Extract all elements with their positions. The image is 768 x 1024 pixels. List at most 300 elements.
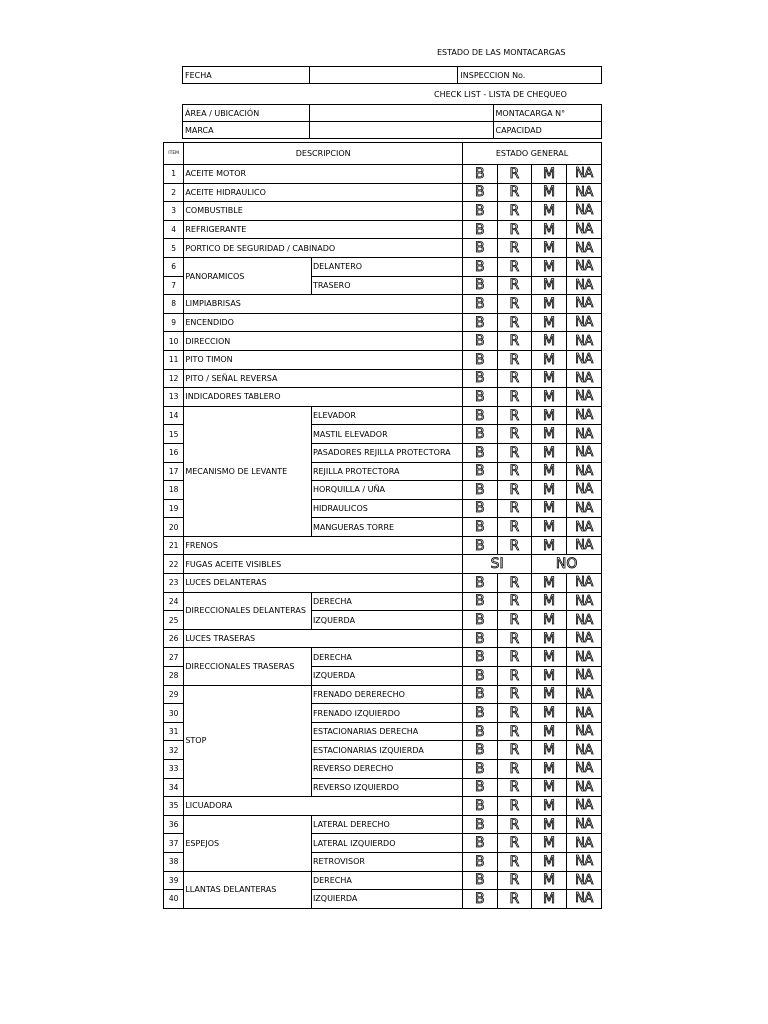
grade-b-cell[interactable] (463, 815, 498, 834)
item-number: 18 (164, 481, 184, 500)
grade-r-cell[interactable] (497, 871, 532, 890)
grade-r-cell[interactable] (497, 332, 532, 351)
grade-r: R (509, 184, 520, 201)
item-number: 3 (164, 202, 184, 221)
grade-na-cell[interactable] (566, 852, 601, 871)
item-subdescription: HORQUILLA / UÑA (311, 481, 462, 500)
grade-r: R (509, 426, 520, 443)
grade-na: NA (575, 184, 593, 200)
grade-m-cell[interactable] (532, 369, 567, 388)
grade-r-cell[interactable] (497, 388, 532, 407)
grade-b-cell[interactable] (463, 443, 498, 462)
grade-na-cell[interactable] (566, 239, 601, 258)
page-title: ESTADO DE LAS MONTACARGAS (437, 48, 566, 57)
grade-b-cell[interactable] (463, 667, 498, 686)
grade-m: M (543, 574, 556, 591)
grade-m: M (543, 295, 556, 312)
marca-field[interactable] (310, 122, 493, 139)
grade-m-cell[interactable] (532, 871, 567, 890)
grade-r-cell[interactable] (497, 406, 532, 425)
grade-r: R (509, 742, 520, 759)
grade-b-cell[interactable] (463, 760, 498, 779)
grade-r-cell[interactable] (497, 165, 532, 184)
item-subdescription: FRENADO IZQUIERDO (311, 704, 462, 723)
grade-na: NA (575, 686, 593, 702)
item-number: 2 (164, 183, 184, 202)
grade-na: NA (575, 500, 593, 516)
grade-na-cell[interactable] (566, 778, 601, 797)
grade-na-cell[interactable] (566, 890, 601, 909)
grade-na-cell[interactable] (566, 220, 601, 239)
grade-r-cell[interactable] (497, 611, 532, 630)
grade-m: M (543, 500, 556, 517)
fecha-field[interactable] (310, 67, 458, 84)
grade-na-cell[interactable] (566, 574, 601, 593)
grade-r: R (509, 797, 520, 814)
item-number: 25 (164, 611, 184, 630)
item-subdescription: REVERSO DERECHO (311, 760, 462, 779)
grade-r: R (509, 202, 520, 219)
grade-r-cell[interactable] (497, 202, 532, 221)
area-label: ÁREA / UBICACIÓN (183, 105, 310, 122)
grade-m-cell[interactable] (532, 667, 567, 686)
grade-m: M (543, 184, 556, 201)
grade-r: R (509, 593, 520, 610)
grade-b: B (475, 519, 485, 536)
grade-r-cell[interactable] (497, 499, 532, 518)
item-number: 12 (164, 369, 184, 388)
grade-m-cell[interactable] (532, 778, 567, 797)
item-subdescription: MANGUERAS TORRE (311, 518, 462, 537)
item-number: 13 (164, 388, 184, 407)
grade-m: M (543, 351, 556, 368)
grade-na: NA (575, 315, 593, 331)
item-number: 4 (164, 220, 184, 239)
area-field[interactable] (310, 105, 493, 122)
grade-b: B (475, 872, 485, 889)
grade-m-cell[interactable] (532, 425, 567, 444)
grade-b-cell[interactable] (463, 425, 498, 444)
grade-b-cell[interactable] (463, 834, 498, 853)
inspeccion-label: INSPECCION No. (458, 67, 602, 84)
grade-r: R (509, 258, 520, 275)
grade-m-cell[interactable] (532, 481, 567, 500)
grade-na-cell[interactable] (566, 667, 601, 686)
grade-m: M (543, 407, 556, 424)
grade-m-cell[interactable] (532, 202, 567, 221)
grade-r-cell[interactable] (497, 518, 532, 537)
table-row (164, 574, 602, 593)
grade-na-cell[interactable] (566, 815, 601, 834)
item-subdescription: ESTACIONARIAS IZQUIERDA (311, 741, 462, 760)
item-description: PITO / SEÑAL REVERSA (184, 369, 463, 388)
grade-m-cell[interactable] (532, 815, 567, 834)
grade-na-cell[interactable] (566, 685, 601, 704)
grade-b: B (475, 593, 485, 610)
grade-r-cell[interactable] (497, 239, 532, 258)
grade-m: M (543, 649, 556, 666)
table-row (164, 388, 602, 407)
item-number: 1 (164, 165, 184, 184)
grade-b-cell[interactable] (463, 183, 498, 202)
grade-na-cell[interactable] (566, 350, 601, 369)
item-subdescription: DERECHA (311, 648, 462, 667)
item-number: 5 (164, 239, 184, 258)
grade-r-cell[interactable] (497, 722, 532, 741)
grade-b-cell[interactable] (463, 350, 498, 369)
grade-r: R (509, 872, 520, 889)
grade-m-cell[interactable] (532, 406, 567, 425)
grade-b-cell[interactable] (463, 220, 498, 239)
grade-m-cell[interactable] (532, 890, 567, 909)
grade-m: M (543, 742, 556, 759)
grade-na-cell[interactable] (566, 369, 601, 388)
grade-m-cell[interactable] (532, 834, 567, 853)
table-row (164, 406, 602, 425)
grade-b: B (475, 574, 485, 591)
grade-m: M (543, 872, 556, 889)
grade-r-cell[interactable] (497, 313, 532, 332)
grade-r-cell[interactable] (497, 648, 532, 667)
grade-r-cell[interactable] (497, 536, 532, 555)
table-row (164, 183, 602, 202)
grade-r-cell[interactable] (497, 741, 532, 760)
item-subdescription: HIDRAULICOS (311, 499, 462, 518)
item-description: ACEITE MOTOR (184, 165, 463, 184)
grade-na: NA (575, 426, 593, 442)
grade-r: R (509, 630, 520, 647)
item-number: 9 (164, 313, 184, 332)
grade-b-cell[interactable] (463, 592, 498, 611)
grade-m-cell[interactable] (532, 852, 567, 871)
grade-na-cell[interactable] (566, 871, 601, 890)
grade-b-cell[interactable] (463, 722, 498, 741)
grade-na: NA (575, 891, 593, 907)
item-number: 31 (164, 722, 184, 741)
grade-m-cell[interactable] (532, 592, 567, 611)
grade-b-cell[interactable] (463, 574, 498, 593)
grade-b-cell[interactable] (463, 871, 498, 890)
item-subdescription: TRASERO (311, 276, 462, 295)
grade-m-cell[interactable] (532, 276, 567, 295)
grade-b: B (475, 723, 485, 740)
grade-m-cell[interactable] (532, 462, 567, 481)
grade-m: M (543, 221, 556, 238)
grade-b: B (475, 258, 485, 275)
grade-b: B (475, 240, 485, 257)
item-description: REFRIGERANTE (184, 220, 463, 239)
grade-m: M (543, 165, 556, 182)
grade-na: NA (575, 352, 593, 368)
grade-na: NA (575, 649, 593, 665)
grade-na-cell[interactable] (566, 518, 601, 537)
grade-na-cell[interactable] (566, 443, 601, 462)
grade-r-cell[interactable] (497, 574, 532, 593)
table-row (164, 257, 602, 276)
grade-r-cell[interactable] (497, 815, 532, 834)
grade-m-cell[interactable] (532, 257, 567, 276)
grade-na-cell[interactable] (566, 592, 601, 611)
grade-b: B (475, 537, 485, 554)
grade-b-cell[interactable] (463, 518, 498, 537)
grade-r-cell[interactable] (497, 629, 532, 648)
grade-b-cell[interactable] (463, 704, 498, 723)
grade-b-cell[interactable] (463, 313, 498, 332)
fecha-label: FECHA (183, 67, 310, 84)
table-row (164, 555, 602, 574)
grade-b: B (475, 165, 485, 182)
grade-b: B (475, 853, 485, 870)
grade-na-cell[interactable] (566, 183, 601, 202)
item-description: ACEITE HIDRAULICO (184, 183, 463, 202)
grade-na-cell[interactable] (566, 629, 601, 648)
table-row (164, 332, 602, 351)
grade-na: NA (575, 668, 593, 684)
grade-na: NA (575, 779, 593, 795)
grade-r-cell[interactable] (497, 183, 532, 202)
grade-b: B (475, 779, 485, 796)
grade-r-cell[interactable] (497, 220, 532, 239)
grade-b: B (475, 463, 485, 480)
grade-na-cell[interactable] (566, 481, 601, 500)
grade-na: NA (575, 593, 593, 609)
grade-m-cell[interactable] (532, 760, 567, 779)
item-subdescription: DERECHA (311, 592, 462, 611)
table-row (164, 685, 602, 704)
grade-r: R (509, 333, 520, 350)
grade-m: M (543, 202, 556, 219)
grade-m-cell[interactable] (532, 518, 567, 537)
grade-b: B (475, 649, 485, 666)
item-number: 24 (164, 592, 184, 611)
grade-m: M (543, 314, 556, 331)
grade-b-cell[interactable] (463, 685, 498, 704)
grade-r: R (509, 407, 520, 424)
option-si: SI (490, 556, 504, 573)
grade-r: R (509, 444, 520, 461)
grade-r: R (509, 500, 520, 517)
grade-b-cell[interactable] (463, 778, 498, 797)
grade-b-cell[interactable] (463, 369, 498, 388)
item-number: 20 (164, 518, 184, 537)
grade-m-cell[interactable] (532, 313, 567, 332)
grade-m: M (543, 537, 556, 554)
grade-r-cell[interactable] (497, 890, 532, 909)
item-description: INDICADORES TABLERO (184, 388, 463, 407)
grade-b-cell[interactable] (463, 499, 498, 518)
grade-na-cell[interactable] (566, 741, 601, 760)
grade-m-cell[interactable] (532, 797, 567, 816)
grade-b-cell[interactable] (463, 165, 498, 184)
grade-r: R (509, 890, 520, 907)
item-description: LIMPIABRISAS (184, 295, 463, 314)
grade-na: NA (575, 724, 593, 740)
grade-na-cell[interactable] (566, 332, 601, 351)
grade-b-cell[interactable] (463, 388, 498, 407)
item-subdescription: FRENADO DERERECHO (311, 685, 462, 704)
grade-r: R (509, 277, 520, 294)
grade-m-cell[interactable] (532, 165, 567, 184)
item-subdescription: ESTACIONARIAS DERECHA (311, 722, 462, 741)
grade-na-cell[interactable] (566, 462, 601, 481)
grade-r-cell[interactable] (497, 425, 532, 444)
grade-m-cell[interactable] (532, 722, 567, 741)
grade-r-cell[interactable] (497, 685, 532, 704)
grade-m: M (543, 388, 556, 405)
grade-m-cell[interactable] (532, 611, 567, 630)
grade-r-cell[interactable] (497, 443, 532, 462)
table-row (164, 369, 602, 388)
grade-b: B (475, 202, 485, 219)
grade-na-cell[interactable] (566, 257, 601, 276)
grade-b: B (475, 407, 485, 424)
checklist-table (163, 142, 602, 909)
item-number: 34 (164, 778, 184, 797)
header-area-table (182, 104, 602, 139)
grade-m-cell[interactable] (532, 648, 567, 667)
grade-na-cell[interactable] (566, 425, 601, 444)
grade-m-cell[interactable] (532, 332, 567, 351)
grade-na-cell[interactable] (566, 295, 601, 314)
grade-b-cell[interactable] (463, 332, 498, 351)
grade-na-cell[interactable] (566, 760, 601, 779)
grade-b-cell[interactable] (463, 741, 498, 760)
grade-na: NA (575, 538, 593, 554)
grade-m: M (543, 890, 556, 907)
grade-b: B (475, 370, 485, 387)
item-description: FUGAS ACEITE VISIBLES (184, 555, 463, 574)
item-number: 33 (164, 760, 184, 779)
grade-na-cell[interactable] (566, 499, 601, 518)
grade-m-cell[interactable] (532, 499, 567, 518)
grade-m-cell[interactable] (532, 295, 567, 314)
grade-m: M (543, 519, 556, 536)
item-number: 19 (164, 499, 184, 518)
grade-na-cell[interactable] (566, 536, 601, 555)
table-row (164, 629, 602, 648)
grade-m-cell[interactable] (532, 183, 567, 202)
item-header: ITEM (164, 143, 184, 165)
option-si-cell[interactable] (463, 555, 532, 574)
grade-m-cell[interactable] (532, 220, 567, 239)
grade-na: NA (575, 240, 593, 256)
option-no-cell[interactable] (532, 555, 602, 574)
grade-b-cell[interactable] (463, 481, 498, 500)
grade-b-cell[interactable] (463, 406, 498, 425)
estado-general-header: ESTADO GENERAL (463, 143, 602, 165)
grade-b-cell[interactable] (463, 257, 498, 276)
grade-m-cell[interactable] (532, 685, 567, 704)
grade-na-cell[interactable] (566, 276, 601, 295)
grade-m-cell[interactable] (532, 388, 567, 407)
item-subdescription: REVERSO IZQUIERDO (311, 778, 462, 797)
grade-b-cell[interactable] (463, 611, 498, 630)
grade-r-cell[interactable] (497, 778, 532, 797)
grade-r-cell[interactable] (497, 276, 532, 295)
item-description: PITO TIMON (184, 350, 463, 369)
grade-r-cell[interactable] (497, 369, 532, 388)
grade-b: B (475, 481, 485, 498)
grade-b-cell[interactable] (463, 462, 498, 481)
grade-na-cell[interactable] (566, 704, 601, 723)
grade-b: B (475, 444, 485, 461)
grade-r-cell[interactable] (497, 462, 532, 481)
grade-b: B (475, 333, 485, 350)
item-subdescription: PASADORES REJILLA PROTECTORA (311, 443, 462, 462)
grade-b-cell[interactable] (463, 852, 498, 871)
grade-m-cell[interactable] (532, 741, 567, 760)
grade-m: M (543, 630, 556, 647)
grade-na: NA (575, 742, 593, 758)
grade-na-cell[interactable] (566, 202, 601, 221)
grade-m-cell[interactable] (532, 350, 567, 369)
grade-r-cell[interactable] (497, 834, 532, 853)
grade-na-cell[interactable] (566, 834, 601, 853)
grade-m-cell[interactable] (532, 629, 567, 648)
grade-r-cell[interactable] (497, 704, 532, 723)
grade-r-cell[interactable] (497, 797, 532, 816)
grade-b: B (475, 816, 485, 833)
grade-na-cell[interactable] (566, 611, 601, 630)
grade-r-cell[interactable] (497, 481, 532, 500)
item-number: 17 (164, 462, 184, 481)
grade-r-cell[interactable] (497, 667, 532, 686)
grade-r-cell[interactable] (497, 350, 532, 369)
grade-b-cell[interactable] (463, 890, 498, 909)
grade-b-cell[interactable] (463, 202, 498, 221)
item-description: DIRECCION (184, 332, 463, 351)
grade-b-cell[interactable] (463, 797, 498, 816)
grade-r: R (509, 686, 520, 703)
grade-na-cell[interactable] (566, 722, 601, 741)
grade-na-cell[interactable] (566, 648, 601, 667)
grade-r-cell[interactable] (497, 257, 532, 276)
item-number: 21 (164, 536, 184, 555)
grade-m: M (543, 258, 556, 275)
grade-na-cell[interactable] (566, 313, 601, 332)
grade-na-cell[interactable] (566, 165, 601, 184)
grade-na: NA (575, 463, 593, 479)
grade-r-cell[interactable] (497, 592, 532, 611)
grade-m-cell[interactable] (532, 239, 567, 258)
grade-na-cell[interactable] (566, 797, 601, 816)
grade-na-cell[interactable] (566, 406, 601, 425)
grade-m-cell[interactable] (532, 704, 567, 723)
grade-r-cell[interactable] (497, 760, 532, 779)
grade-b: B (475, 890, 485, 907)
grade-r-cell[interactable] (497, 852, 532, 871)
grade-na: NA (575, 166, 593, 182)
grade-r-cell[interactable] (497, 295, 532, 314)
grade-b-cell[interactable] (463, 536, 498, 555)
grade-b-cell[interactable] (463, 239, 498, 258)
grade-b: B (475, 295, 485, 312)
grade-m-cell[interactable] (532, 574, 567, 593)
grade-m-cell[interactable] (532, 536, 567, 555)
grade-m: M (543, 444, 556, 461)
item-number: 7 (164, 276, 184, 295)
grade-b-cell[interactable] (463, 295, 498, 314)
grade-b-cell[interactable] (463, 648, 498, 667)
grade-m-cell[interactable] (532, 443, 567, 462)
item-description: LUCES TRASERAS (184, 629, 463, 648)
grade-b-cell[interactable] (463, 629, 498, 648)
grade-r: R (509, 612, 520, 629)
grade-na-cell[interactable] (566, 388, 601, 407)
grade-b-cell[interactable] (463, 276, 498, 295)
grade-b: B (475, 612, 485, 629)
item-subdescription: IZQUIERDA (311, 890, 462, 909)
